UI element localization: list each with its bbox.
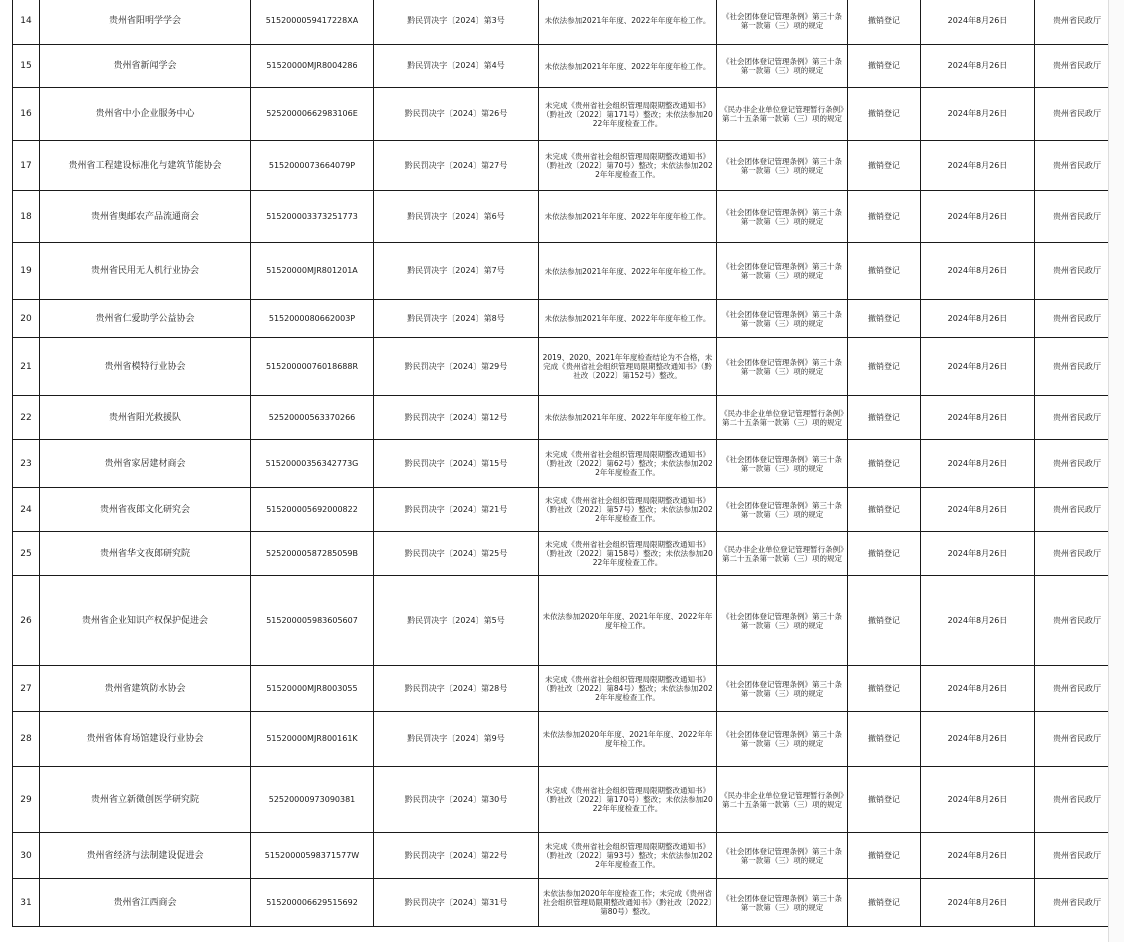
cell-reason: 未完成《贵州省社会组织管理局限期整改通知书》（黔社改〔2022〕第84号）整改；未依法参加2022年年度检查工作。 bbox=[539, 666, 717, 712]
cell-date: 2024年8月26日 bbox=[921, 141, 1035, 191]
cell-name: 贵州省仁爱助学公益协会 bbox=[40, 300, 251, 338]
cell-date: 2024年8月26日 bbox=[921, 767, 1035, 833]
cell-org: 贵州省民政厅 bbox=[1035, 833, 1120, 879]
cell-org: 贵州省民政厅 bbox=[1035, 88, 1120, 141]
cell-name: 贵州省华文夜郎研究院 bbox=[40, 532, 251, 576]
cell-decision: 黔民罚决字〔2024〕第27号 bbox=[374, 141, 539, 191]
cell-basis: 《社会团体登记管理条例》第三十条第一款第（三）项的规定 bbox=[717, 712, 848, 767]
cell-decision: 黔民罚决字〔2024〕第31号 bbox=[374, 879, 539, 927]
cell-basis: 《社会团体登记管理条例》第三十条第一款第（三）项的规定 bbox=[717, 666, 848, 712]
cell-org: 贵州省民政厅 bbox=[1035, 45, 1120, 88]
cell-code: 51520000MJR800161K bbox=[251, 712, 374, 767]
cell-org: 贵州省民政厅 bbox=[1035, 712, 1120, 767]
cell-penalty: 撤销登记 bbox=[848, 767, 921, 833]
cell-code: 51520000598371577W bbox=[251, 833, 374, 879]
cell-decision: 黔民罚决字〔2024〕第4号 bbox=[374, 45, 539, 88]
cell-decision: 黔民罚决字〔2024〕第25号 bbox=[374, 532, 539, 576]
cell-org: 贵州省民政厅 bbox=[1035, 300, 1120, 338]
table-row bbox=[13, 338, 1120, 396]
cell-code: 51520000MJR801201A bbox=[251, 243, 374, 300]
cell-date: 2024年8月26日 bbox=[921, 532, 1035, 576]
cell-no: 15 bbox=[13, 45, 40, 88]
table-row bbox=[13, 833, 1120, 879]
cell-penalty: 撤销登记 bbox=[848, 532, 921, 576]
cell-code: 5152000073664079P bbox=[251, 141, 374, 191]
cell-date: 2024年8月26日 bbox=[921, 712, 1035, 767]
cell-penalty: 撤销登记 bbox=[848, 396, 921, 440]
cell-name: 贵州省模特行业协会 bbox=[40, 338, 251, 396]
cell-no: 16 bbox=[13, 88, 40, 141]
cell-reason: 未依法参加2021年年度、2022年年度年检工作。 bbox=[539, 300, 717, 338]
cell-penalty: 撤销登记 bbox=[848, 833, 921, 879]
cell-decision: 黔民罚决字〔2024〕第15号 bbox=[374, 440, 539, 488]
table-row bbox=[13, 712, 1120, 767]
cell-reason: 2019、2020、2021年年度检查结论为不合格，未完成《贵州省社会组织管理局限期整改通知书》（黔社改〔2022〕第152号）整改。 bbox=[539, 338, 717, 396]
cell-no: 20 bbox=[13, 300, 40, 338]
cell-reason: 未完成《贵州省社会组织管理局限期整改通知书》（黔社改〔2022〕第158号）整改；未依法参加2022年年度检查工作。 bbox=[539, 532, 717, 576]
cell-code: 51520000337325177​3 bbox=[251, 191, 374, 243]
cell-code: 525200009730903​81 bbox=[251, 767, 374, 833]
cell-org: 贵州省民政厅 bbox=[1035, 243, 1120, 300]
cell-no: 25 bbox=[13, 532, 40, 576]
cell-penalty: 撤销登记 bbox=[848, 141, 921, 191]
cell-basis: 《民办非企业单位登记管理暂行条例》第二十五条第一款第（三）项的规定 bbox=[717, 396, 848, 440]
cell-penalty: 撤销登记 bbox=[848, 0, 921, 45]
cell-basis: 《社会团体登记管理条例》第三十条第一款第（三）项的规定 bbox=[717, 440, 848, 488]
cell-no: 26 bbox=[13, 576, 40, 666]
cell-name: 贵州省经济与法制建设促进会 bbox=[40, 833, 251, 879]
cell-name: 贵州省阳明学学会 bbox=[40, 0, 251, 45]
table-row bbox=[13, 396, 1120, 440]
cell-reason: 未依法参加2020年年度、2021年年度、2022年年度年检工作。 bbox=[539, 712, 717, 767]
table-row bbox=[13, 666, 1120, 712]
cell-penalty: 撤销登记 bbox=[848, 300, 921, 338]
cell-date: 2024年8月26日 bbox=[921, 488, 1035, 532]
table-row bbox=[13, 191, 1120, 243]
cell-name: 贵州省阳光救援队 bbox=[40, 396, 251, 440]
table-row bbox=[13, 45, 1120, 88]
cell-name: 贵州省江西商会 bbox=[40, 879, 251, 927]
cell-no: 28 bbox=[13, 712, 40, 767]
table-row bbox=[13, 879, 1120, 927]
penalty-table-sheet bbox=[12, 0, 1120, 927]
cell-org: 贵州省民政厅 bbox=[1035, 440, 1120, 488]
cell-penalty: 撤销登记 bbox=[848, 440, 921, 488]
cell-penalty: 撤销登记 bbox=[848, 88, 921, 141]
cell-date: 2024年8月26日 bbox=[921, 396, 1035, 440]
table-row bbox=[13, 767, 1120, 833]
cell-code: 52520000662983106E bbox=[251, 88, 374, 141]
cell-org: 贵州省民政厅 bbox=[1035, 576, 1120, 666]
cell-no: 22 bbox=[13, 396, 40, 440]
cell-date: 2024年8月26日 bbox=[921, 833, 1035, 879]
cell-no: 18 bbox=[13, 191, 40, 243]
cell-decision: 黔民罚决字〔2024〕第5号 bbox=[374, 576, 539, 666]
cell-reason: 未完成《贵州省社会组织管理局限期整改通知书》（黔社改〔2022〕第170号）整改；未依法参加2022年年度检查工作。 bbox=[539, 767, 717, 833]
cell-code: 5152000035634277​3G bbox=[251, 440, 374, 488]
cell-reason: 未依法参加2020年年度检查工作；未完成《贵州省社会组织管理局限期整改通知书》（黔社改〔2022〕第80号）整改。 bbox=[539, 879, 717, 927]
cell-org: 贵州省民政厅 bbox=[1035, 879, 1120, 927]
cell-code: 5152000059417228XA bbox=[251, 0, 374, 45]
table-row bbox=[13, 300, 1120, 338]
cell-org: 贵州省民政厅 bbox=[1035, 0, 1120, 45]
cell-no: 21 bbox=[13, 338, 40, 396]
table-row bbox=[13, 88, 1120, 141]
cell-decision: 黔民罚决字〔2024〕第3号 bbox=[374, 0, 539, 45]
cell-basis: 《民办非企业单位登记管理暂行条例》第二十五条第一款第（三）项的规定 bbox=[717, 767, 848, 833]
cell-org: 贵州省民政厅 bbox=[1035, 396, 1120, 440]
cell-decision: 黔民罚决字〔2024〕第7号 bbox=[374, 243, 539, 300]
cell-decision: 黔民罚决字〔2024〕第6号 bbox=[374, 191, 539, 243]
cell-date: 2024年8月26日 bbox=[921, 576, 1035, 666]
scroll-gutter bbox=[1108, 0, 1124, 942]
cell-date: 2024年8月26日 bbox=[921, 45, 1035, 88]
cell-reason: 未完成《贵州省社会组织管理局限期整改通知书》（黔社改〔2022〕第70号）整改；未依法参加2022年年度检查工作。 bbox=[539, 141, 717, 191]
cell-name: 贵州省建筑防水协会 bbox=[40, 666, 251, 712]
cell-penalty: 撤销登记 bbox=[848, 879, 921, 927]
cell-date: 2024年8月26日 bbox=[921, 440, 1035, 488]
cell-reason: 未依法参加2021年年度、2022年年度年检工作。 bbox=[539, 396, 717, 440]
cell-basis: 《民办非企业单位登记管理暂行条例》第二十五条第一款第（三）项的规定 bbox=[717, 88, 848, 141]
cell-name: 贵州省工程建设标准化与建筑节能协会 bbox=[40, 141, 251, 191]
cell-name: 贵州省奥邮农产品流通商会 bbox=[40, 191, 251, 243]
cell-basis: 《民办非企业单位登记管理暂行条例》第二十五条第一款第（三）项的规定 bbox=[717, 532, 848, 576]
cell-basis: 《社会团体登记管理条例》第三十条第一款第（三）项的规定 bbox=[717, 0, 848, 45]
table-row bbox=[13, 576, 1120, 666]
cell-code: 51520000662951569​2 bbox=[251, 879, 374, 927]
cell-penalty: 撤销登记 bbox=[848, 666, 921, 712]
cell-reason: 未依法参加2021年年度、2022年年度年检工作。 bbox=[539, 0, 717, 45]
cell-org: 贵州省民政厅 bbox=[1035, 191, 1120, 243]
cell-basis: 《社会团体登记管理条例》第三十条第一款第（三）项的规定 bbox=[717, 488, 848, 532]
cell-org: 贵州省民政厅 bbox=[1035, 338, 1120, 396]
cell-decision: 黔民罚决字〔2024〕第28号 bbox=[374, 666, 539, 712]
cell-name: 贵州省家居建材商会 bbox=[40, 440, 251, 488]
table-row bbox=[13, 141, 1120, 191]
cell-code: 5152000080662003P bbox=[251, 300, 374, 338]
cell-no: 29 bbox=[13, 767, 40, 833]
cell-basis: 《社会团体登记管理条例》第三十条第一款第（三）项的规定 bbox=[717, 338, 848, 396]
cell-reason: 未完成《贵州省社会组织管理局限期整改通知书》（黔社改〔2022〕第57号）整改；未依法参加2022年年度检查工作。 bbox=[539, 488, 717, 532]
cell-penalty: 撤销登记 bbox=[848, 338, 921, 396]
cell-decision: 黔民罚决字〔2024〕第26号 bbox=[374, 88, 539, 141]
cell-decision: 黔民罚决字〔2024〕第21号 bbox=[374, 488, 539, 532]
cell-no: 14 bbox=[13, 0, 40, 45]
cell-no: 23 bbox=[13, 440, 40, 488]
cell-date: 2024年8月26日 bbox=[921, 666, 1035, 712]
cell-no: 24 bbox=[13, 488, 40, 532]
cell-reason: 未依法参加2020年年度、2021年年度、2022年年度年检工作。 bbox=[539, 576, 717, 666]
cell-name: 贵州省企业知识产权保护促进会 bbox=[40, 576, 251, 666]
cell-reason: 未完成《贵州省社会组织管理局限期整改通知书》（黔社改〔2022〕第171号）整改；未依法参加2022年年度检查工作。 bbox=[539, 88, 717, 141]
cell-penalty: 撤销登记 bbox=[848, 576, 921, 666]
cell-reason: 未依法参加2021年年度、2022年年度年检工作。 bbox=[539, 45, 717, 88]
cell-decision: 黔民罚决字〔2024〕第30号 bbox=[374, 767, 539, 833]
cell-basis: 《社会团体登记管理条例》第三十条第一款第（三）项的规定 bbox=[717, 243, 848, 300]
cell-date: 2024年8月26日 bbox=[921, 243, 1035, 300]
cell-reason: 未依法参加2021年年度、2022年年度年检工作。 bbox=[539, 191, 717, 243]
cell-no: 31 bbox=[13, 879, 40, 927]
cell-code: 51520000076018688R bbox=[251, 338, 374, 396]
cell-date: 2024年8月26日 bbox=[921, 338, 1035, 396]
cell-penalty: 撤销登记 bbox=[848, 243, 921, 300]
cell-name: 贵州省体育场馆建设行业协会 bbox=[40, 712, 251, 767]
cell-code: 52520000587285059B bbox=[251, 532, 374, 576]
cell-code: 51520000MJR8003055 bbox=[251, 666, 374, 712]
cell-basis: 《社会团体登记管理条例》第三十条第一款第（三）项的规定 bbox=[717, 141, 848, 191]
cell-basis: 《社会团体登记管理条例》第三十条第一款第（三）项的规定 bbox=[717, 45, 848, 88]
cell-date: 2024年8月26日 bbox=[921, 879, 1035, 927]
cell-no: 27 bbox=[13, 666, 40, 712]
cell-org: 贵州省民政厅 bbox=[1035, 532, 1120, 576]
cell-org: 贵州省民政厅 bbox=[1035, 141, 1120, 191]
cell-code: 51520000598360560​7 bbox=[251, 576, 374, 666]
cell-decision: 黔民罚决字〔2024〕第8号 bbox=[374, 300, 539, 338]
cell-reason: 未完成《贵州省社会组织管理局限期整改通知书》（黔社改〔2022〕第93号）整改；未依法参加2022年年度检查工作。 bbox=[539, 833, 717, 879]
penalty-table bbox=[12, 0, 1120, 927]
cell-decision: 黔民罚决字〔2024〕第29号 bbox=[374, 338, 539, 396]
cell-name: 贵州省立新微创医学研究院 bbox=[40, 767, 251, 833]
cell-code: 51520000569200082​2 bbox=[251, 488, 374, 532]
table-row bbox=[13, 243, 1120, 300]
table-body bbox=[13, 0, 1120, 927]
cell-code: 51520000MJR8004286 bbox=[251, 45, 374, 88]
cell-org: 贵州省民政厅 bbox=[1035, 488, 1120, 532]
cell-no: 17 bbox=[13, 141, 40, 191]
cell-reason: 未依法参加2021年年度、2022年年度年检工作。 bbox=[539, 243, 717, 300]
cell-date: 2024年8月26日 bbox=[921, 88, 1035, 141]
cell-decision: 黔民罚决字〔2024〕第22号 bbox=[374, 833, 539, 879]
cell-penalty: 撤销登记 bbox=[848, 712, 921, 767]
cell-basis: 《社会团体登记管理条例》第三十条第一款第（三）项的规定 bbox=[717, 879, 848, 927]
cell-name: 贵州省民用无人机行业协会 bbox=[40, 243, 251, 300]
table-row bbox=[13, 532, 1120, 576]
cell-basis: 《社会团体登记管理条例》第三十条第一款第（三）项的规定 bbox=[717, 576, 848, 666]
cell-date: 2024年8月26日 bbox=[921, 300, 1035, 338]
cell-name: 贵州省夜郎文化研究会 bbox=[40, 488, 251, 532]
cell-name: 贵州省新闻学会 bbox=[40, 45, 251, 88]
cell-basis: 《社会团体登记管理条例》第三十条第一款第（三）项的规定 bbox=[717, 300, 848, 338]
cell-org: 贵州省民政厅 bbox=[1035, 767, 1120, 833]
cell-no: 19 bbox=[13, 243, 40, 300]
cell-basis: 《社会团体登记管理条例》第三十条第一款第（三）项的规定 bbox=[717, 191, 848, 243]
cell-decision: 黔民罚决字〔2024〕第9号 bbox=[374, 712, 539, 767]
cell-decision: 黔民罚决字〔2024〕第12号 bbox=[374, 396, 539, 440]
table-row bbox=[13, 488, 1120, 532]
cell-penalty: 撤销登记 bbox=[848, 45, 921, 88]
table-row bbox=[13, 0, 1120, 45]
cell-penalty: 撤销登记 bbox=[848, 191, 921, 243]
cell-name: 贵州省中小企业服务中心 bbox=[40, 88, 251, 141]
cell-no: 30 bbox=[13, 833, 40, 879]
cell-org: 贵州省民政厅 bbox=[1035, 666, 1120, 712]
cell-basis: 《社会团体登记管理条例》第三十条第一款第（三）项的规定 bbox=[717, 833, 848, 879]
cell-reason: 未完成《贵州省社会组织管理局限期整改通知书》（黔社改〔2022〕第62号）整改；未依法参加2022年年度检查工作。 bbox=[539, 440, 717, 488]
table-row bbox=[13, 440, 1120, 488]
cell-date: 2024年8月26日 bbox=[921, 191, 1035, 243]
cell-date: 2024年8月26日 bbox=[921, 0, 1035, 45]
cell-code: 52520000563370266 bbox=[251, 396, 374, 440]
cell-penalty: 撤销登记 bbox=[848, 488, 921, 532]
